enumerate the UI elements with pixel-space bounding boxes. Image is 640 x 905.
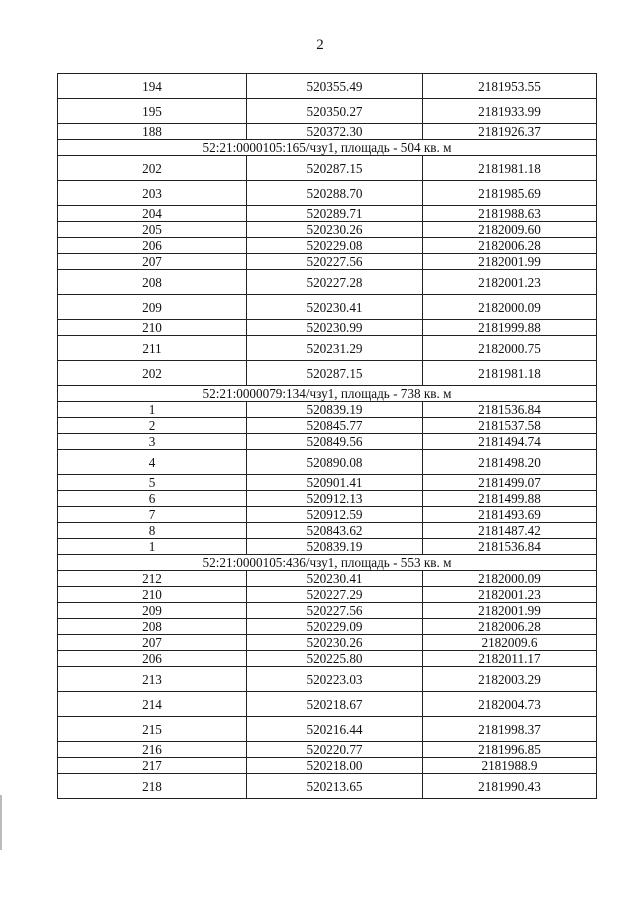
section-header-row	[58, 555, 597, 571]
y-coordinate-cell: 2181985.69	[423, 181, 597, 206]
y-coordinate-cell: 2182001.99	[423, 603, 597, 619]
point-number-cell: 4	[58, 450, 247, 475]
y-coordinate-cell: 2181988.63	[423, 206, 597, 222]
x-coordinate-cell: 520229.09	[247, 619, 423, 635]
table-row	[58, 181, 597, 206]
point-number-cell: 194	[58, 74, 247, 99]
x-coordinate-cell: 520912.13	[247, 491, 423, 507]
x-coordinate-cell: 520227.29	[247, 587, 423, 603]
y-coordinate-cell: 2181999.88	[423, 320, 597, 336]
point-number-cell: 8	[58, 523, 247, 539]
point-number-cell: 195	[58, 99, 247, 124]
y-coordinate-cell: 2181487.42	[423, 523, 597, 539]
x-coordinate-cell: 520223.03	[247, 667, 423, 692]
table-row	[58, 270, 597, 295]
y-coordinate-cell: 2181996.85	[423, 742, 597, 758]
x-coordinate-cell: 520213.65	[247, 774, 423, 799]
table-row	[58, 742, 597, 758]
point-number-cell: 202	[58, 156, 247, 181]
y-coordinate-cell: 2181953.55	[423, 74, 597, 99]
x-coordinate-cell: 520230.26	[247, 635, 423, 651]
x-coordinate-cell: 520901.41	[247, 475, 423, 491]
y-coordinate-cell: 2181498.20	[423, 450, 597, 475]
y-coordinate-cell: 2181493.69	[423, 507, 597, 523]
y-coordinate-cell: 2182011.17	[423, 651, 597, 667]
point-number-cell: 209	[58, 603, 247, 619]
point-number-cell: 208	[58, 619, 247, 635]
y-coordinate-cell: 2181981.18	[423, 361, 597, 386]
y-coordinate-cell: 2182001.23	[423, 587, 597, 603]
y-coordinate-cell: 2182003.29	[423, 667, 597, 692]
section-header-row	[58, 140, 597, 156]
x-coordinate-cell: 520890.08	[247, 450, 423, 475]
table-row	[58, 238, 597, 254]
y-coordinate-cell: 2181990.43	[423, 774, 597, 799]
section-label: 52:21:0000105:165/чзу1, площадь - 504 кв. м	[58, 140, 597, 156]
point-number-cell: 5	[58, 475, 247, 491]
x-coordinate-cell: 520218.67	[247, 692, 423, 717]
y-coordinate-cell: 2182009.60	[423, 222, 597, 238]
x-coordinate-cell: 520289.71	[247, 206, 423, 222]
point-number-cell: 215	[58, 717, 247, 742]
y-coordinate-cell: 2182009.6	[423, 635, 597, 651]
point-number-cell: 216	[58, 742, 247, 758]
point-number-cell: 6	[58, 491, 247, 507]
x-coordinate-cell: 520849.56	[247, 434, 423, 450]
y-coordinate-cell: 2181537.58	[423, 418, 597, 434]
table-row	[58, 320, 597, 336]
x-coordinate-cell: 520839.19	[247, 539, 423, 555]
y-coordinate-cell: 2181494.74	[423, 434, 597, 450]
y-coordinate-cell: 2181926.37	[423, 124, 597, 140]
table-row	[58, 507, 597, 523]
table-row	[58, 450, 597, 475]
y-coordinate-cell: 2182006.28	[423, 619, 597, 635]
table-row	[58, 418, 597, 434]
table-row	[58, 434, 597, 450]
x-coordinate-cell: 520227.56	[247, 603, 423, 619]
point-number-cell: 218	[58, 774, 247, 799]
x-coordinate-cell: 520288.70	[247, 181, 423, 206]
x-coordinate-cell: 520230.41	[247, 295, 423, 320]
y-coordinate-cell: 2181499.88	[423, 491, 597, 507]
table-row	[58, 635, 597, 651]
point-number-cell: 205	[58, 222, 247, 238]
table-row	[58, 758, 597, 774]
point-number-cell: 2	[58, 418, 247, 434]
x-coordinate-cell: 520230.99	[247, 320, 423, 336]
point-number-cell: 209	[58, 295, 247, 320]
x-coordinate-cell: 520230.41	[247, 571, 423, 587]
point-number-cell: 206	[58, 651, 247, 667]
point-number-cell: 214	[58, 692, 247, 717]
section-header-row	[58, 386, 597, 402]
table-row	[58, 571, 597, 587]
table-row	[58, 206, 597, 222]
point-number-cell: 204	[58, 206, 247, 222]
table-row	[58, 336, 597, 361]
point-number-cell: 217	[58, 758, 247, 774]
y-coordinate-cell: 2182000.75	[423, 336, 597, 361]
section-label: 52:21:0000079:134/чзу1, площадь - 738 кв. м	[58, 386, 597, 402]
x-coordinate-cell: 520372.30	[247, 124, 423, 140]
table-row	[58, 692, 597, 717]
coordinates-table-body	[58, 74, 597, 799]
y-coordinate-cell: 2181981.18	[423, 156, 597, 181]
x-coordinate-cell: 520218.00	[247, 758, 423, 774]
x-coordinate-cell: 520227.56	[247, 254, 423, 270]
x-coordinate-cell: 520216.44	[247, 717, 423, 742]
table-row	[58, 295, 597, 320]
table-row	[58, 361, 597, 386]
y-coordinate-cell: 2182006.28	[423, 238, 597, 254]
y-coordinate-cell: 2182000.09	[423, 571, 597, 587]
point-number-cell: 210	[58, 587, 247, 603]
y-coordinate-cell: 2182004.73	[423, 692, 597, 717]
point-number-cell: 208	[58, 270, 247, 295]
point-number-cell: 210	[58, 320, 247, 336]
point-number-cell: 207	[58, 254, 247, 270]
table-row	[58, 667, 597, 692]
table-row	[58, 402, 597, 418]
x-coordinate-cell: 520220.77	[247, 742, 423, 758]
point-number-cell: 206	[58, 238, 247, 254]
point-number-cell: 7	[58, 507, 247, 523]
point-number-cell: 188	[58, 124, 247, 140]
table-row	[58, 523, 597, 539]
x-coordinate-cell: 520287.15	[247, 156, 423, 181]
table-row	[58, 587, 597, 603]
table-row	[58, 222, 597, 238]
x-coordinate-cell: 520845.77	[247, 418, 423, 434]
table-row	[58, 99, 597, 124]
point-number-cell: 202	[58, 361, 247, 386]
x-coordinate-cell: 520843.62	[247, 523, 423, 539]
point-number-cell: 1	[58, 539, 247, 555]
table-row	[58, 491, 597, 507]
point-number-cell: 212	[58, 571, 247, 587]
y-coordinate-cell: 2181933.99	[423, 99, 597, 124]
y-coordinate-cell: 2181536.84	[423, 539, 597, 555]
point-number-cell: 211	[58, 336, 247, 361]
table-row	[58, 124, 597, 140]
point-number-cell: 3	[58, 434, 247, 450]
y-coordinate-cell: 2181499.07	[423, 475, 597, 491]
x-coordinate-cell: 520225.80	[247, 651, 423, 667]
y-coordinate-cell: 2181536.84	[423, 402, 597, 418]
x-coordinate-cell: 520231.29	[247, 336, 423, 361]
y-coordinate-cell: 2182001.23	[423, 270, 597, 295]
scan-margin-mark	[0, 795, 2, 850]
table-row	[58, 651, 597, 667]
x-coordinate-cell: 520230.26	[247, 222, 423, 238]
table-row	[58, 156, 597, 181]
y-coordinate-cell: 2181998.37	[423, 717, 597, 742]
x-coordinate-cell: 520350.27	[247, 99, 423, 124]
y-coordinate-cell: 2181988.9	[423, 758, 597, 774]
table-row	[58, 74, 597, 99]
x-coordinate-cell: 520912.59	[247, 507, 423, 523]
x-coordinate-cell: 520355.49	[247, 74, 423, 99]
coordinates-table	[57, 73, 597, 799]
x-coordinate-cell: 520839.19	[247, 402, 423, 418]
table-row	[58, 254, 597, 270]
x-coordinate-cell: 520287.15	[247, 361, 423, 386]
y-coordinate-cell: 2182001.99	[423, 254, 597, 270]
page-number: 2	[316, 37, 324, 53]
table-row	[58, 475, 597, 491]
x-coordinate-cell: 520227.28	[247, 270, 423, 295]
point-number-cell: 1	[58, 402, 247, 418]
point-number-cell: 213	[58, 667, 247, 692]
x-coordinate-cell: 520229.08	[247, 238, 423, 254]
point-number-cell: 207	[58, 635, 247, 651]
table-row	[58, 774, 597, 799]
section-label: 52:21:0000105:436/чзу1, площадь - 553 кв. м	[58, 555, 597, 571]
table-row	[58, 539, 597, 555]
table-row	[58, 603, 597, 619]
table-row	[58, 717, 597, 742]
table-row	[58, 619, 597, 635]
point-number-cell: 203	[58, 181, 247, 206]
y-coordinate-cell: 2182000.09	[423, 295, 597, 320]
